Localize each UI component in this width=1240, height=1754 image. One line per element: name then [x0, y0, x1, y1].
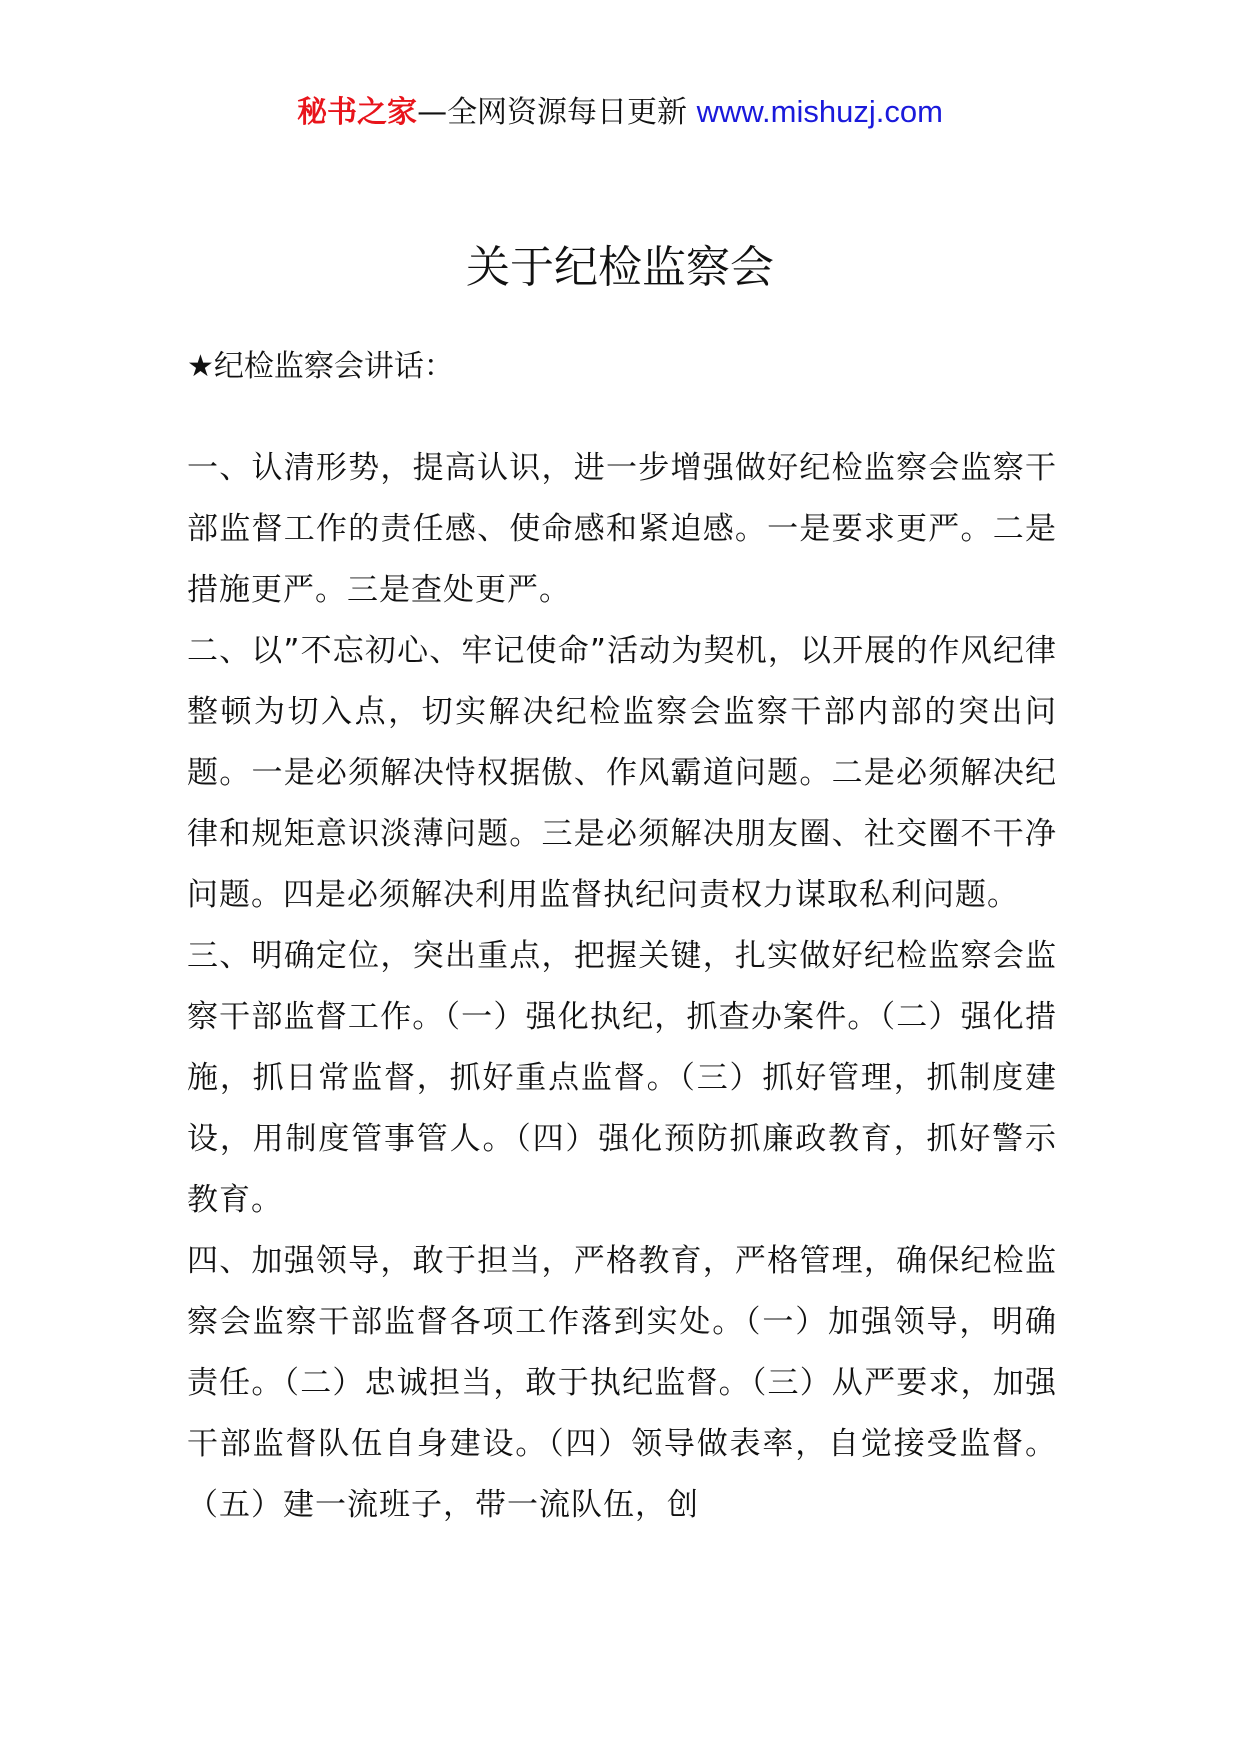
brand-name: 秘书之家 — [297, 95, 418, 130]
header-slogan: —全网资源每日更新 — [417, 95, 697, 130]
paragraph-1: 一、认清形势，提高认识，进一步增强做好纪检监察会监察干部监督工作的责任感、使命感和紧迫感。一是要求更严。二是措施更严。三是查处更严。 — [187, 450, 1057, 608]
paragraph-2: 二、以”不忘初心、牢记使命”活动为契机，以开展的作风纪律整顿为切入点，切实解决纪检监察会监察干部内部的突出问题。一是必须解决恃权据傲、作风霸道问题。二是必须解决纪律和规矩意识淡薄问题。三是必须解决朋友圈、社交圈不干净问题。四是必须解决利用监督执纪问责权力谋取私利问题。 — [187, 633, 1057, 913]
paragraph-3: 三、明确定位，突出重点，把握关键，扎实做好纪检监察会监察干部监督工作。（一）强化执纪，抓查办案件。（二）强化措施，抓日常监督，抓好重点监督。（三）抓好管理，抓制度建设，用制度管事管人。（四）强化预防抓廉政教育，抓好警示教育。 — [187, 938, 1057, 1218]
site-url-link[interactable]: www.mishuzj.com — [696, 94, 943, 129]
document-subtitle: ★纪检监察会讲话： — [187, 349, 454, 384]
paragraph-4: 四、加强领导，敢于担当，严格教育，严格管理，确保纪检监察会监察干部监督各项工作落到实处。（一）加强领导，明确责任。（二）忠诚担当，敢于执纪监督。（三）从严要求，加强干部监督队伍自身建设。（四）领导做表率，自觉接受监督。（五）建一流班子，带一流队伍，创 — [187, 1243, 1057, 1523]
document-title: 关于纪检监察会 — [466, 242, 774, 293]
site-header — [0, 92, 1240, 133]
document-body — [187, 438, 1057, 1536]
